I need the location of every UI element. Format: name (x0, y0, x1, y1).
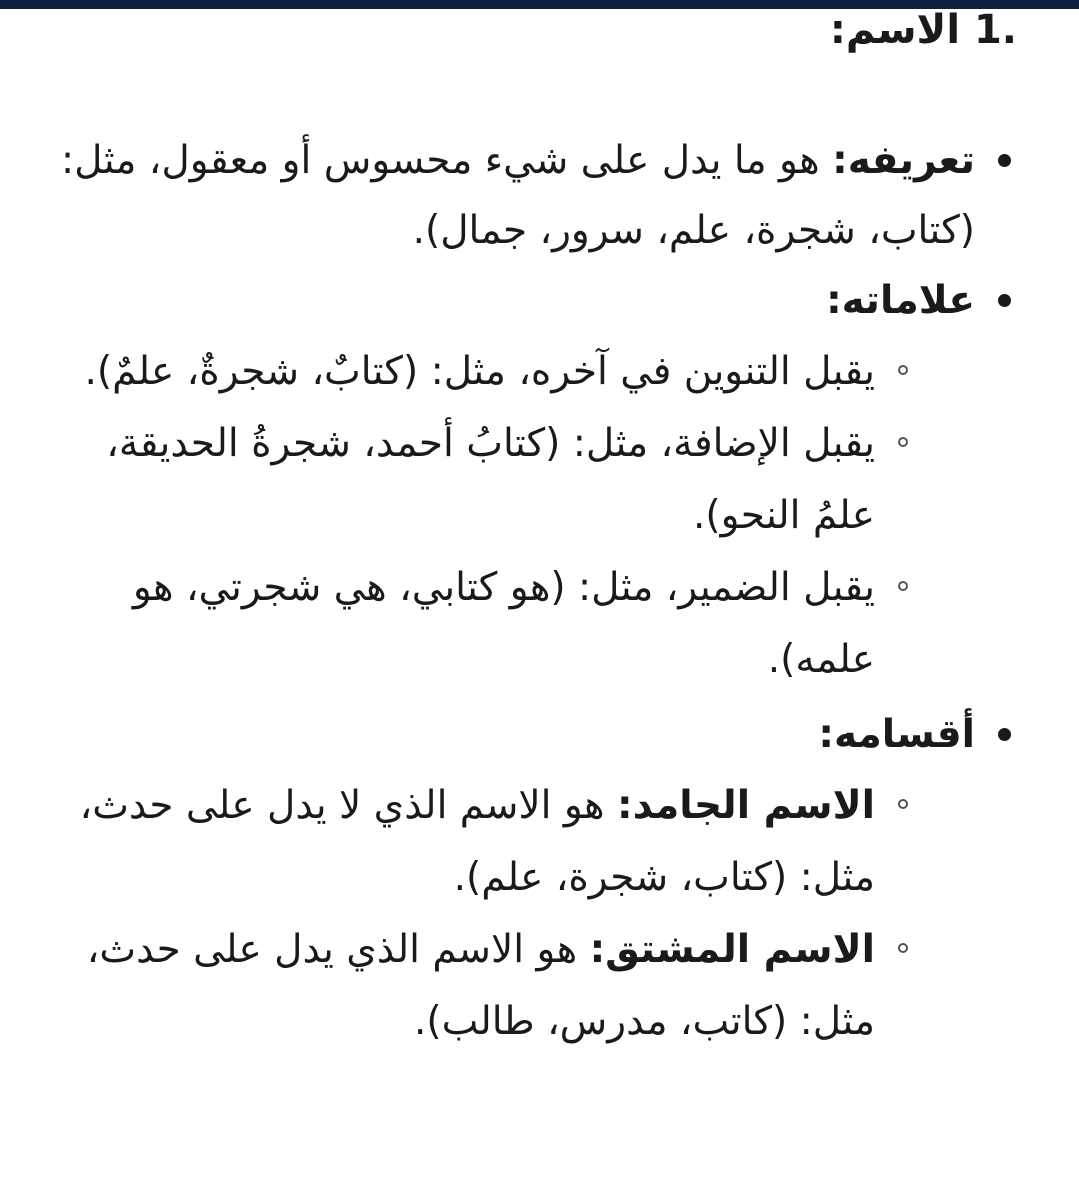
sign-text: يقبل الإضافة، مثل: (كتابُ أحمد، شجرةُ الحديقة، علمُ النحو). (106, 421, 875, 538)
sign-item (57, 408, 975, 552)
sign-text: يقبل التنوين في آخره، مثل: (كتابٌ، شجرةٌ، علمٌ). (84, 349, 875, 394)
sign-text: يقبل الضمير، مثل: (هو كتابي، هي شجرتي، هو علمه). (132, 565, 875, 682)
definition-text: هو ما يدل على شيء محسوس أو معقول، مثل: (كتاب، شجرة، علم، سرور، جمال). (61, 138, 975, 253)
type-text: هو الاسم الذي يدل على حدث، مثل: (كاتب، مدرس، طالب). (86, 927, 875, 1044)
signs-label: علاماته: (826, 278, 975, 323)
types-item (57, 700, 1017, 1058)
heading-number: 1. (973, 7, 1017, 53)
sign-item (57, 552, 975, 696)
definition-label: تعريفه: (832, 138, 975, 183)
types-list (57, 770, 975, 1058)
sign-item (57, 336, 975, 408)
document-content (57, 0, 1017, 1058)
types-label: أقسامه: (818, 712, 975, 757)
definition-item (57, 126, 1017, 266)
type-term: الاسم الجامد: (617, 783, 875, 828)
signs-item (57, 266, 1017, 696)
type-item (57, 770, 975, 914)
type-term: الاسم المشتق: (589, 927, 875, 972)
main-list (57, 126, 1017, 1058)
signs-list (57, 336, 975, 696)
type-item (57, 914, 975, 1058)
section-heading (57, 6, 1017, 54)
heading-title: الاسم: (829, 7, 961, 53)
type-text: هو الاسم الذي لا يدل على حدث، مثل: (كتاب، شجرة، علم). (79, 783, 875, 900)
